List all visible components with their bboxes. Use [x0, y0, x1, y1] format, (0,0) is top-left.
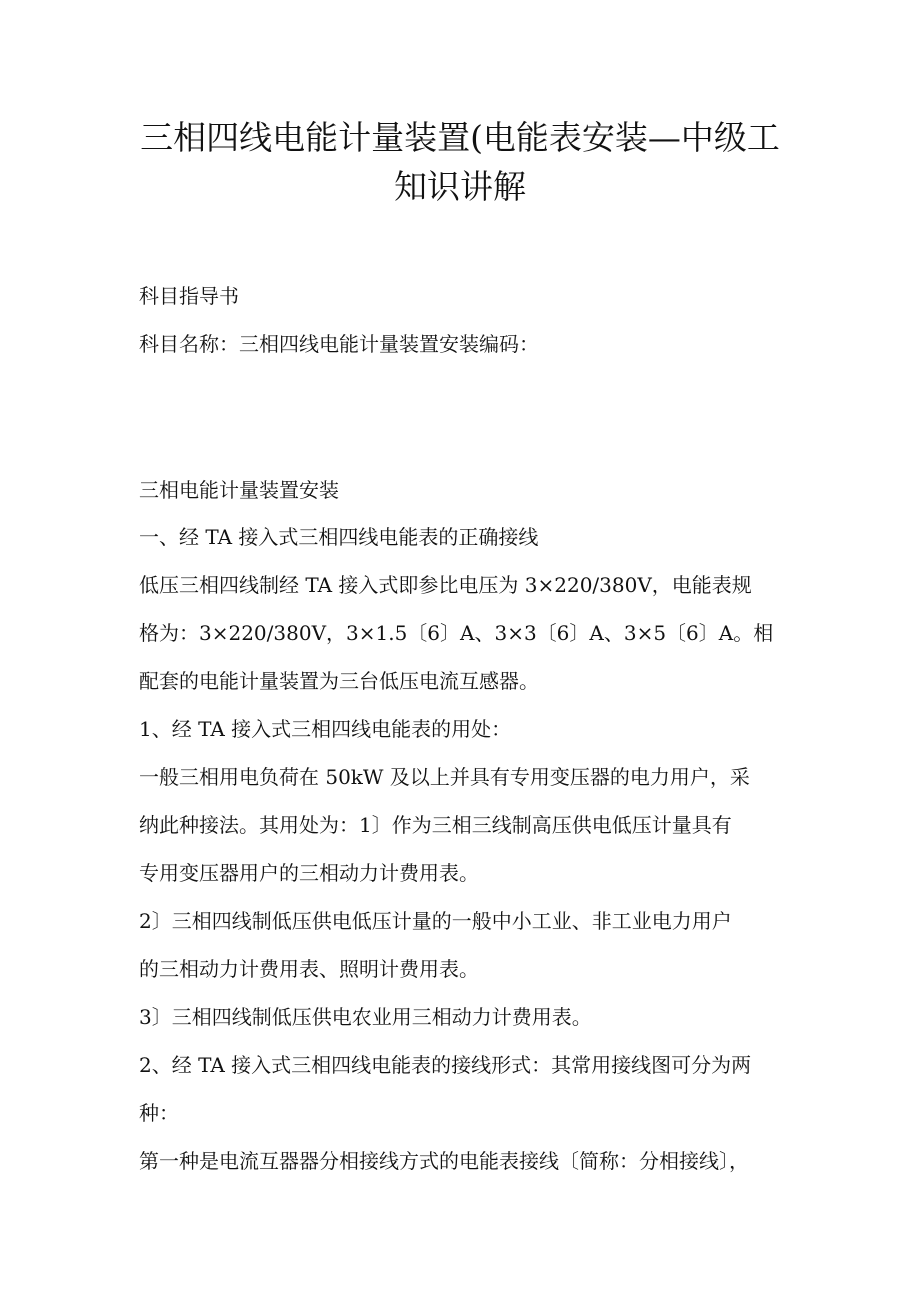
paragraph-line: 第一种是电流互器器分相接线方式的电能表接线〔简称：分相接线〕， — [139, 1149, 749, 1173]
subject-guide-heading: 科目指导书 — [139, 284, 239, 308]
paragraph-line: 2〕三相四线制低压供电低压计量的一般中小工业、非工业电力用户 — [139, 909, 732, 933]
section-heading: 三相电能计量装置安装 — [139, 478, 339, 502]
paragraph-line: 格为：3×220/380V，3×1.5〔6〕A、3×3〔6〕A、3×5〔6〕A。相 — [139, 621, 774, 645]
document-title-line-1: 三相四线电能计量装置(电能表安装—中级工 — [140, 118, 780, 157]
paragraph-line: 3〕三相四线制低压供电农业用三相动力计费用表。 — [139, 1005, 592, 1029]
paragraph-line: 专用变压器用户的三相动力计费用表。 — [139, 861, 479, 885]
numbered-heading: 2、经 TA 接入式三相四线电能表的接线形式：其常用接线图可分为两 — [139, 1053, 752, 1077]
paragraph-line: 的三相动力计费用表、照明计费用表。 — [139, 957, 479, 981]
subsection-heading: 一、经 TA 接入式三相四线电能表的正确接线 — [139, 525, 539, 549]
subject-name-line: 科目名称：三相四线电能计量装置安装编码： — [139, 332, 539, 356]
paragraph-line: 一般三相用电负荷在 50kW 及以上并具有专用变压器的电力用户，采 — [139, 765, 750, 789]
paragraph-line: 纳此种接法。其用处为：1〕作为三相三线制高压供电低压计量具有 — [139, 813, 732, 837]
paragraph-line: 配套的电能计量装置为三台低压电流互感器。 — [139, 669, 539, 693]
paragraph-line: 种： — [139, 1101, 179, 1125]
document-title-line-2: 知识讲解 — [394, 167, 526, 206]
paragraph-line: 低压三相四线制经 TA 接入式即参比电压为 3×220/380V，电能表规 — [139, 573, 752, 597]
numbered-heading: 1、经 TA 接入式三相四线电能表的用处： — [139, 717, 512, 741]
